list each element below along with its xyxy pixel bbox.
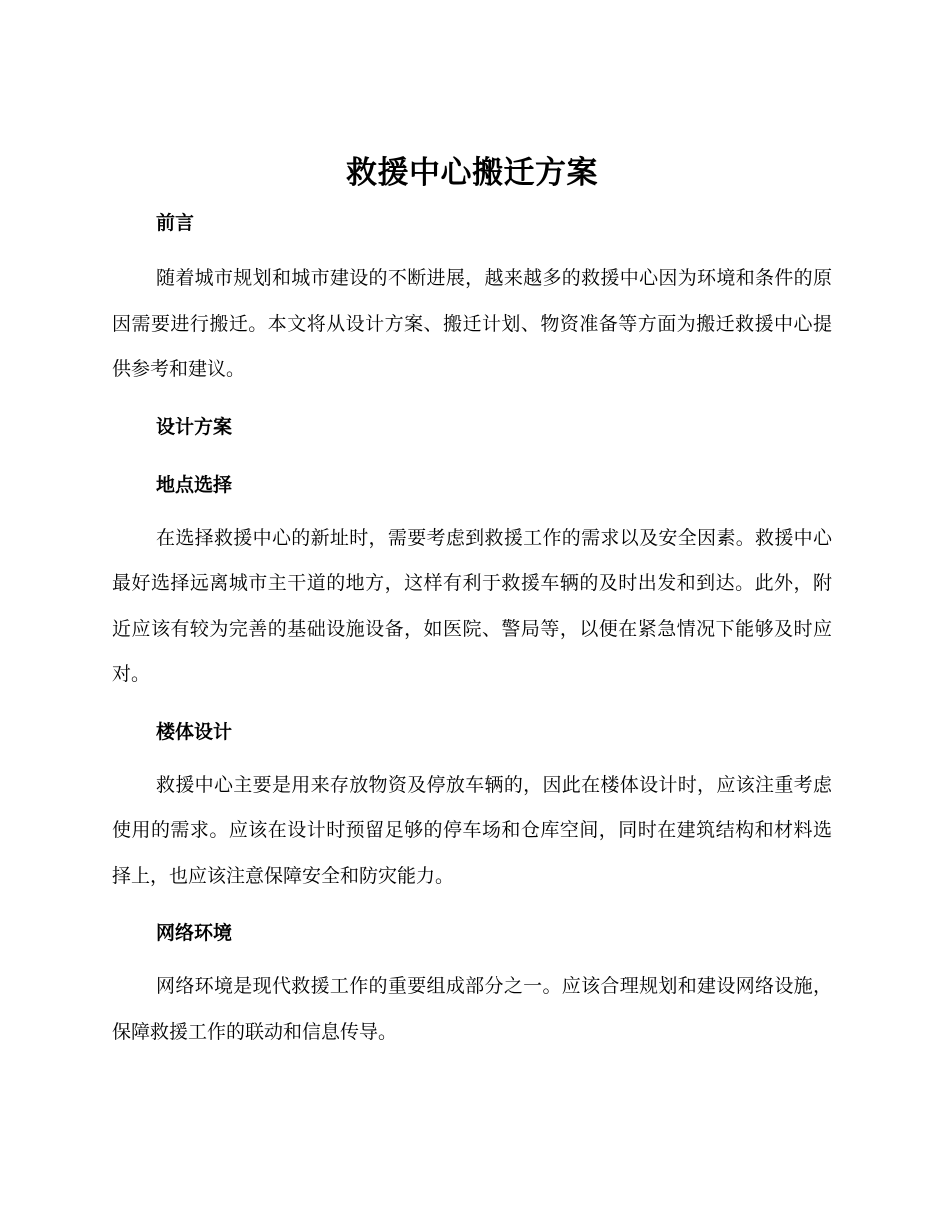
paragraph-network: 网络环境是现代救援工作的重要组成部分之一。应该合理规划和建设网络设施，保障救援工作的联动和信息传导。	[112, 975, 832, 1043]
document-page	[112, 150, 832, 1055]
subsection-heading-site: 地点选择	[156, 473, 233, 496]
document-title: 救援中心搬迁方案	[346, 155, 598, 191]
paragraph-building: 救援中心主要是用来存放物资及停放车辆的，因此在楼体设计时，应该注重考虑使用的需求。应该在设计时预留足够的停车场和仓库空间，同时在建筑结构和材料选择上，也应该注意保障安全和防灾能力。	[112, 773, 832, 887]
section-heading-intro: 前言	[156, 212, 195, 234]
section-heading-design: 设计方案	[156, 415, 233, 438]
paragraph-site: 在选择救援中心的新址时，需要考虑到救援工作的需求以及安全因素。救援中心最好选择远离城市主干道的地方，这样有利于救援车辆的及时出发和到达。此外，附近应该有较为完善的基础设施设备，如医院、警局等，以便在紧急情况下能够及时应对。	[112, 526, 832, 685]
subsection-heading-network: 网络环境	[156, 922, 233, 944]
paragraph-intro: 随着城市规划和城市建设的不断进展，越来越多的救援中心因为环境和条件的原因需要进行搬迁。本文将从设计方案、搬迁计划、物资准备等方面为搬迁救援中心提供参考和建议。	[112, 267, 832, 380]
subsection-heading-building: 楼体设计	[156, 720, 233, 743]
